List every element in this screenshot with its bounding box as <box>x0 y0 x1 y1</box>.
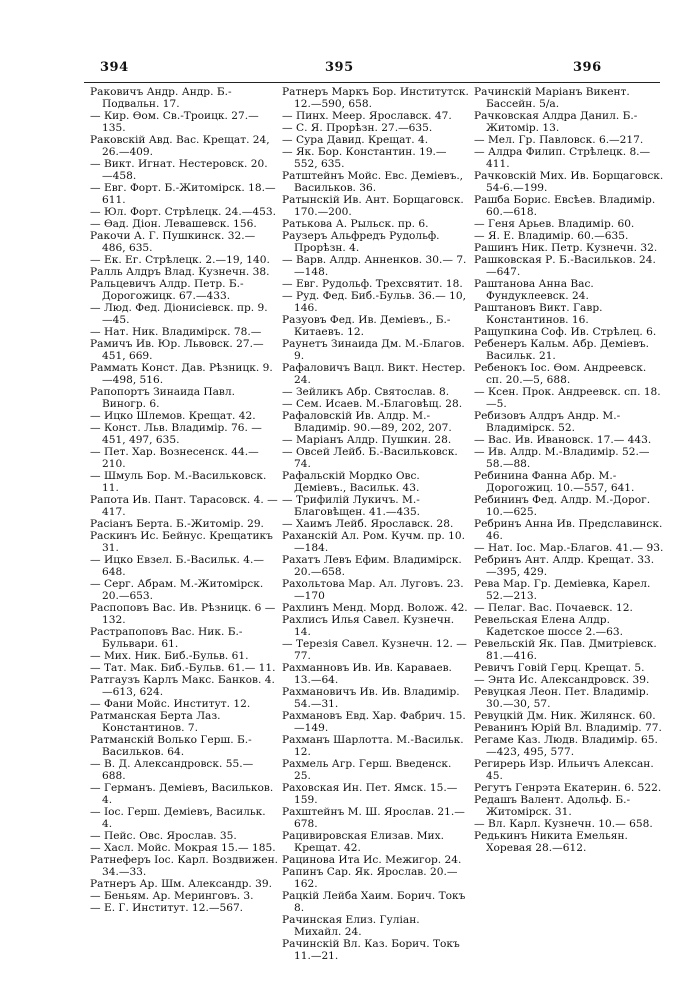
directory-entry: Рахлисъ Илья Савел. Кузнечн. 14. <box>282 614 455 638</box>
directory-entry: — С. Я. Прорѣзн. 27.—635. <box>282 122 433 134</box>
directory-entry: Рацкій Лейба Хаим. Борич. Токъ 8. <box>282 890 466 914</box>
directory-entry: Ревельскій Як. Пав. Дмитріевск. 81.—416. <box>474 638 657 662</box>
directory-entry: — Сем. Исаев. М.-Благовѣщ. 28. <box>282 398 463 410</box>
directory-entry: Ратынскій Ив. Ант. Борщаговск. 170.—200. <box>282 194 464 218</box>
directory-entry: — Пелаг. Вас. Почаевск. 12. <box>474 602 633 614</box>
directory-entry: — Вл. Карл. Кузнечн. 10.— 658. <box>474 818 653 830</box>
directory-entry: — Геня Арьев. Владимір. 60. <box>474 218 635 230</box>
directory-entry: Ревуцкій Дм. Ник. Жилянск. 60. <box>474 710 656 722</box>
directory-entry: Раковичъ Андр. Андр. Б.-Подвальн. 17. <box>90 86 232 110</box>
directory-entry: — Руд. Фед. Биб.-Бульв. 36.— 10, 146. <box>282 290 466 314</box>
directory-entry: — Е. Г. Институт. 12.—567. <box>90 902 244 914</box>
directory-entry: — Беньям. Ар. Меринговъ. 3. <box>90 890 254 902</box>
directory-entry: Рахольтова Мар. Ал. Луговъ. 23. —170 <box>282 578 464 602</box>
directory-entry: Ратнеръ Ар. Шм. Александр. 39. <box>90 878 272 890</box>
directory-entry: — Нат. Ник. Владимірск. 78.— <box>90 326 262 338</box>
directory-entry: Расіанъ Берта. Б.-Житомір. 29. <box>90 518 264 530</box>
directory-column-1 <box>90 86 278 986</box>
directory-entry: — Маріанъ Алдр. Пушкин. 28. <box>282 434 452 446</box>
directory-entry: Рачковскій Мих. Ив. Борщаговск. 54-6.—199. <box>474 170 664 194</box>
directory-entry: Ревичъ Говій Герц. Крещат. 5. <box>474 662 645 674</box>
directory-entry: — Германъ. Деміевъ, Васильков. 4. <box>90 782 274 806</box>
directory-entry: Рамичъ Ив. Юр. Львовск. 27.—451, 669. <box>90 338 264 362</box>
directory-entry: — Ицко Шлемов. Крещат. 42. <box>90 410 256 422</box>
directory-entry: — Викт. Игнат. Нестеровск. 20. —458. <box>90 158 268 182</box>
directory-entry: — Хаимъ Лейб. Ярославск. 28. <box>282 518 454 530</box>
directory-entry: Распоповъ Вас. Ив. Рѣзницк. 6 —132. <box>90 602 276 626</box>
directory-entry: — Кир. Өом. Св.-Троицк. 27.—135. <box>90 110 259 134</box>
directory-entry: Ратштейнъ Мойс. Евс. Деміевъ., Васильков. 36. <box>282 170 464 194</box>
directory-column-2 <box>282 86 470 986</box>
directory-entry: Рашинъ Ник. Петр. Кузнечн. 32. <box>474 242 658 254</box>
directory-entry: — Конст. Льв. Владимір. 76. —451, 497, 635. <box>90 422 262 446</box>
directory-entry: Рачинская Елиз. Гуліан. Михайл. 24. <box>282 914 420 938</box>
directory-entry: Регирерь Изр. Ильичъ Алексан. 45. <box>474 758 654 782</box>
directory-entry: — Іос. Герш. Деміевъ, Васильк. 4. <box>90 806 266 830</box>
directory-entry: — Овсей Лейб. Б.-Васильковск. 74. <box>282 446 458 470</box>
directory-entry: Рапота Ив. Пант. Тарасовск. 4. —417. <box>90 494 278 518</box>
directory-entry: Ратнеферъ Іос. Карл. Воздвижен. 34.—33. <box>90 854 278 878</box>
directory-entry: Рафаловскій Ив. Алдр. М.-Владимір. 90.—89, 202, 207. <box>282 410 452 434</box>
directory-entry: — Люд. Фед. Діонисіевск. пр. 9.—45. <box>90 302 268 326</box>
directory-entry: Ревуцкая Леон. Пет. Владимір. 30.—30, 57. <box>474 686 649 710</box>
page-number-left: 394 <box>100 60 129 75</box>
directory-entry: Раханскій Ал. Ром. Кучм. пр. 10. —184. <box>282 530 465 554</box>
directory-entry: Рева Мар. Гр. Деміевка, Карел. 52.—213. <box>474 578 651 602</box>
directory-entry: Ратгаузъ Карлъ Макс. Банков. 4. —613, 624. <box>90 674 275 698</box>
directory-entry: Разуовъ Фед. Ив. Деміевъ., Б.-Китаевъ. 12. <box>282 314 451 338</box>
directory-entry: Рачинскій Маріанъ Викент. Бассейн. 5/а. <box>474 86 630 110</box>
directory-entry: — Вас. Ив. Ивановск. 17.— 443. <box>474 434 652 446</box>
directory-entry: Ребенокъ Іос. Өом. Андреевск. сп. 20.—5, 688. <box>474 362 647 386</box>
directory-entry: Рашба Борис. Евсѣев. Владимір. 60.—618. <box>474 194 656 218</box>
directory-entry: Ратманская Берта Лаз. Константинов. 7. <box>90 710 221 734</box>
page-number-right: 396 <box>573 60 602 75</box>
directory-entry: Рашковская Р. Б.-Васильков. 24. —647. <box>474 254 656 278</box>
directory-entry: Рацивировская Елизав. Мих. Крещат. 42. <box>282 830 444 854</box>
directory-entry: Ратманскій Волько Герш. Б.-Васильков. 64. <box>90 734 252 758</box>
directory-entry: — Тат. Мак. Биб.-Бульв. 61.— 11. <box>90 662 276 674</box>
directory-entry: Редькинъ Никита Емельян. Хоревая 28.—612. <box>474 830 628 854</box>
directory-entry: — Серг. Абрам. М.-Житомірск. 20.—653. <box>90 578 264 602</box>
directory-entry: — Пет. Хар. Вознесенск. 44.—210. <box>90 446 259 470</box>
header-rule <box>84 82 660 83</box>
directory-entry: — Евг. Рудольф. Трехсвятит. 18. <box>282 278 463 290</box>
directory-entry: — Ек. Ег. Стрѣлецк. 2.—19, 140. <box>90 254 270 266</box>
directory-entry: — Нат. Іос. Мар.-Благов. 41.— 93. <box>474 542 664 554</box>
directory-entry: Ребинина Фанна Абр. М.-Дорогожиц. 10.—557, 641. <box>474 470 635 494</box>
directory-entry: — Я. Е. Владимір. 60.—635. <box>474 230 629 242</box>
directory-entry: — Евг. Форт. Б.-Житомірск. 18.—611. <box>90 182 276 206</box>
directory-entry: Раскинъ Ис. Бейнус. Крещатикъ 31. <box>90 530 273 554</box>
directory-entry: Раковскій Авд. Вас. Крещат. 24, 26.—409. <box>90 134 270 158</box>
directory-entry: Рафальскій Мордко Овс. Деміевъ., Васильк. 43. <box>282 470 420 494</box>
directory-entry: Раховская Ин. Пет. Ямск. 15.— 159. <box>282 782 458 806</box>
directory-entry: Рацинова Ита Ис. Межигор. 24. <box>282 854 462 866</box>
directory-entry: Растрапоповъ Вас. Ник. Б.-Бульвари. 61. <box>90 626 243 650</box>
directory-entry: Рапопортъ Зинаида Павл. Виногр. 6. <box>90 386 235 410</box>
directory-entry: Раштанова Анна Вас. Фундуклеевск. 24. <box>474 278 594 302</box>
directory-entry: Ревельская Елена Алдр. Кадетское шоссе 2.—63. <box>474 614 624 638</box>
directory-entry: Рафаловичъ Вацл. Викт. Нестер. 24. <box>282 362 466 386</box>
directory-entry: Рахмановъ Евд. Хар. Фабрич. 15. —149. <box>282 710 466 734</box>
directory-entry: Рахатъ Левъ Ефим. Владимірск. 20.—658. <box>282 554 462 578</box>
directory-entry: — Фани Мойс. Институт. 12. <box>90 698 251 710</box>
directory-entry: — Өад. Діон. Левашевск. 156. <box>90 218 257 230</box>
directory-entry: Ралль Алдръ Влад. Кузнечн. 38. <box>90 266 270 278</box>
directory-entry: — Варв. Алдр. Анненков. 30.— 7.—148. <box>282 254 467 278</box>
directory-entry: Ребринъ Анна Ив. Предславинск. 46. <box>474 518 663 542</box>
directory-entry: — Ицко Евзел. Б.-Васильк. 4.— 648. <box>90 554 264 578</box>
directory-entry: Раузеръ Альфредъ Рудольф. Прорѣзн. 4. <box>282 230 440 254</box>
directory-entry: Ребининъ Фед. Алдр. М.-Дорог. 10.—625. <box>474 494 651 518</box>
directory-entry: Рахманновъ Ив. Ив. Караваев. 13.—64. <box>282 662 452 686</box>
directory-entry: Рахмель Агр. Герш. Введенск. 25. <box>282 758 452 782</box>
directory-entry: Ракочи А. Г. Пушкинск. 32.—486, 635. <box>90 230 256 254</box>
directory-entry: — Мел. Гр. Павловск. 6.—217. <box>474 134 644 146</box>
directory-entry: Рачинскій Вл. Каз. Борич. Токъ 11.—21. <box>282 938 460 962</box>
directory-entry: Редашъ Валент. Адольф. Б.-Житомірск. 31. <box>474 794 631 818</box>
directory-entry: — Як. Бор. Константин. 19.— 552, 635. <box>282 146 447 170</box>
directory-entry: — В. Д. Александровск. 55.— 688. <box>90 758 254 782</box>
directory-entry: — Пинх. Меер. Ярославск. 47. <box>282 110 452 122</box>
directory-entry: Ребенеръ Кальм. Абр. Деміевъ. Васильк. 21. <box>474 338 650 362</box>
directory-entry: — Шмуль Бор. М.-Васильковск. 11. <box>90 470 267 494</box>
directory-entry: — Энта Ис. Александровск. 39. <box>474 674 650 686</box>
directory-entry: — Юл. Форт. Стрѣлецк. 24.—453. <box>90 206 276 218</box>
page-header <box>0 0 678 80</box>
directory-entry: — Мих. Ник. Биб.-Бульв. 61. <box>90 650 249 662</box>
directory-entry: Регаме Каз. Людв. Владимір. 65.—423, 495, 577. <box>474 734 658 758</box>
directory-entry: Рапинъ Сар. Як. Ярослав. 20.— 162. <box>282 866 458 890</box>
directory-entry: Раунетъ Зинаида Дм. М.-Благов. 9. <box>282 338 465 362</box>
directory-entry: Рахштейнъ М. Ш. Ярослав. 21.— 678. <box>282 806 465 830</box>
directory-entry: Рахлинъ Менд. Морд. Волож. 42. <box>282 602 468 614</box>
directory-entry: Раммать Конст. Дав. Рѣзницк. 9. —498, 516. <box>90 362 273 386</box>
directory-entry: Регутъ Генрэта Екатерин. 6. 522. <box>474 782 662 794</box>
directory-entry: — Терезія Савел. Кузнечн. 12. —77. <box>282 638 467 662</box>
directory-entry: Реванинъ Юрій Вл. Владимір. 77. <box>474 722 662 734</box>
directory-entry: Раштановъ Викт. Гавр. Константинов. 16. <box>474 302 603 326</box>
directory-entry: — Трифилій Лукичъ. М.-Благовѣщен. 41.—435. <box>282 494 421 518</box>
directory-entry: — Хасл. Мойс. Мокрая 15.— 185. <box>90 842 276 854</box>
directory-entry: — Ив. Алдр. М.-Владимір. 52.— 58.—88. <box>474 446 650 470</box>
directory-entry: — Сура Давид. Крещат. 4. <box>282 134 429 146</box>
directory-entry: Ращупкина Соф. Ив. Стрѣлец. 6. <box>474 326 657 338</box>
directory-entry: Ратнеръ Маркъ Бор. Институтск. 12.—590, 658. <box>282 86 469 110</box>
directory-entry: Ребринъ Ант. Алдр. Крещат. 33. —395, 429. <box>474 554 655 578</box>
directory-entry: Ратькова А. Рыльск. пр. 6. <box>282 218 429 230</box>
page-number-center: 395 <box>325 60 354 75</box>
directory-entry: — Ксен. Прок. Андреевск. сп. 18.—5. <box>474 386 661 410</box>
directory-column-3 <box>474 86 664 986</box>
directory-entry: Рачковская Алдра Данил. Б.-Житомір. 13. <box>474 110 638 134</box>
directory-entry: Ребизовъ Алдръ Андр. М.-Владимірск. 52. <box>474 410 621 434</box>
directory-entry: Ральцевичъ Алдр. Петр. Б.-Дорогожицк. 67.—433. <box>90 278 244 302</box>
directory-entry: — Пейс. Овс. Ярослав. 35. <box>90 830 237 842</box>
directory-entry: — Алдра Филип. Стрѣлецк. 8.— 411. <box>474 146 651 170</box>
directory-entry: — Зейликъ Абр. Святослав. 8. <box>282 386 450 398</box>
directory-entry: Рахманъ Шарлотта. М.-Васильк. 12. <box>282 734 464 758</box>
directory-entry: Рахмановичъ Ив. Ив. Владимір. 54.—31. <box>282 686 460 710</box>
